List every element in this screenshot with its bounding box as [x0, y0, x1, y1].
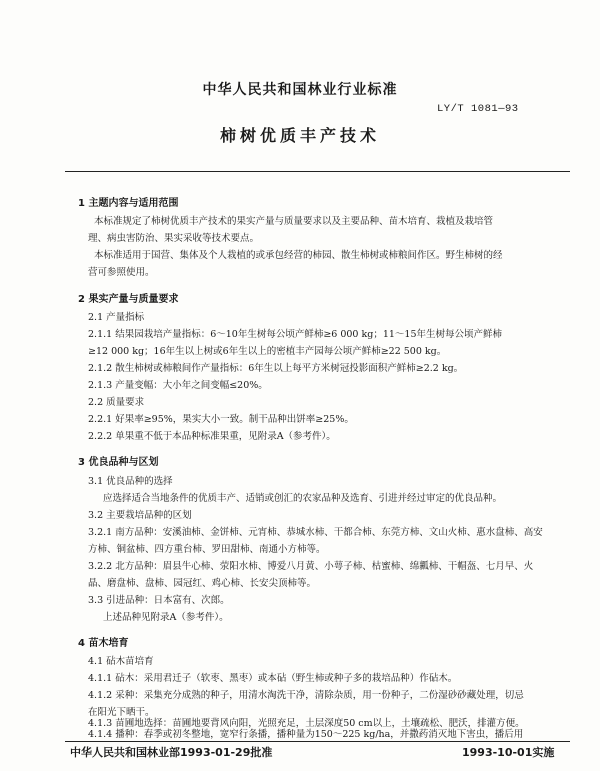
implementation-date: 1993-10-01实施 [462, 746, 555, 759]
clause-line: 2.1.3 产量变幅：大小年之间变幅≤20%。 [88, 380, 268, 391]
standard-category-title: 中华人民共和国林业行业标准 [202, 82, 398, 98]
section-2-heading: 2 果实产量与质量要求 [78, 294, 179, 305]
clause-line: 2.1 产量指标 [88, 312, 145, 323]
clause-line: 2.2 质量要求 [88, 397, 145, 408]
clause-line: 2.1.1 结果园栽培产量指标：6～10年生树每公顷产鲜柿≥6 000 kg；11～15年生树每公顷产鲜柿 [88, 329, 503, 340]
clause-line: 4.1.2 采种：采集充分成熟的种子，用清水淘洗干净，清除杂质，用一份种子，二份湿砂砂藏处理，切忌 [88, 690, 524, 701]
section-1-heading: 1 主题内容与适用范围 [78, 198, 179, 209]
paragraph-line: 本标准适用于国营、集体及个人栽植的或承包经营的柿园、散生柿树或柿粮间作区。野生柿树的经 [94, 250, 503, 261]
clause-line: 3.2.2 北方品种：眉县牛心柿、荥阳水柿、博爱八月黄、小萼子柿、枯蜜柿、绵瓤柿、干帽盔、七月早、火 [88, 561, 534, 572]
clause-line: 2.1.2 散生柿树或柿粮间作产量指标：6年生以上每平方米树冠投影面积产鲜柿≥2.2 kg。 [88, 363, 464, 374]
clause-line: 在阳光下晒干。 [88, 707, 155, 718]
clause-line: 4.1.4 播种：春季或初冬整地，宽窄行条播，播种量为150～225 kg/ha，并撒药消灭地下害虫，播后用 [88, 729, 524, 740]
paragraph-line: 本标准规定了柿树优质丰产技术的果实产量与质量要求以及主要品种、苗木培育、栽植及栽培管 [94, 216, 494, 227]
clause-line: 3.3 引进品种：日本富有、次郎。 [88, 595, 230, 606]
section-4-heading: 4 苗木培育 [78, 638, 129, 649]
clause-line: 3.2 主要栽培品种的区划 [88, 510, 192, 521]
clause-line: 2.2.1 好果率≥95%，果实大小一致。制干品种出饼率≥25%。 [88, 414, 354, 425]
approval-note: 中华人民共和国林业部1993-01-29批准 [70, 746, 273, 759]
clause-line: 3.2.1 南方品种：安溪油柿、金饼柿、元宵柿、恭城水柿、干都合柿、东莞方柿、文山火柿、惠水盘柿、高安 [88, 527, 543, 538]
clause-line: 方柿、铜盆柿、四方重台柿、罗田甜柿、南通小方柿等。 [88, 544, 326, 555]
section-3-heading: 3 优良品种与区划 [78, 457, 159, 468]
clause-line: 4.1 砧木苗培育 [88, 656, 154, 667]
clause-line: 晶、磨盘柿、盘柿、园冠红、鸡心柿、长安尖顶柿等。 [88, 578, 317, 589]
header-divider [65, 171, 570, 172]
paragraph-line: 营可参照使用。 [88, 267, 155, 278]
document-title: 柿树优质丰产技术 [219, 126, 380, 145]
clause-line: 2.2.2 单果重不低于本品种标准果重，见附录A（参考件）。 [88, 431, 336, 442]
clause-line: 应选择适合当地条件的优质丰产、适销或创汇的农家品种及选育、引进并经过审定的优良品种。 [103, 493, 503, 504]
clause-line: 上述品种见附录A（参考件）。 [103, 612, 229, 623]
standard-code: LY/T 1081—93 [437, 103, 519, 115]
clause-line: 4.1.1 砧木：采用君迁子（软枣、黑枣）或本砧（野生柿或种子多的栽培品种）作砧木。 [88, 673, 458, 684]
clause-line: 4.1.3 苗圃地选择：苗圃地要背风向阳，光照充足，土层深度50 cm以上，土壤疏松、肥沃，排灌方便。 [88, 718, 525, 729]
paragraph-line: 理、病虫害防治、果实采收等技术要点。 [88, 233, 260, 244]
clause-line: ≥12 000 kg；16年生以上树或6年生以上的密植丰产园每公顷产鲜柿≥22 500 kg。 [88, 346, 447, 357]
clause-line: 3.1 优良品种的选择 [88, 476, 173, 487]
footer-divider [65, 741, 570, 742]
